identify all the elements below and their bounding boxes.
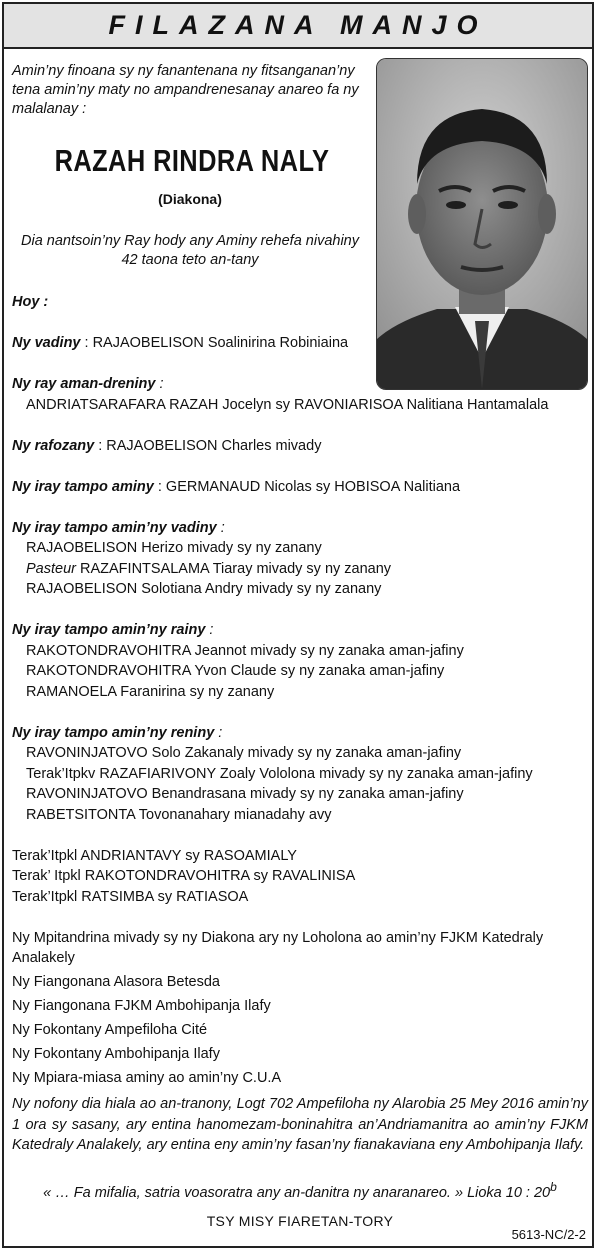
list-item: RAVONINJATOVO Solo Zakanaly mivady sy ny zanaka aman-jafiny	[26, 745, 462, 761]
parents-in-law-line	[12, 436, 588, 457]
siblings-line	[12, 477, 588, 498]
community-line: Ny Fiangonana Alasora Betesda	[12, 974, 220, 990]
banner-title: FILAZANA MANJO	[108, 10, 488, 40]
list-item: RAJAOBELISON Solotiana Andry mivady sy ny zanany	[26, 581, 382, 597]
intro-text: Amin’ny finoana sy ny fanantenana ny fitsanganan’ny tena amin’ny maty no ampandrenesanay anareo fa ny malalanay :	[12, 63, 359, 117]
community-line: Ny Mpitandrina mivady sy ny Diakona ary ny Loholona ao amin’ny FJKM Katedraly Analakely	[12, 929, 544, 966]
reference-code: 5613-NC/2-2	[511, 1227, 586, 1242]
community-line: Ny Fokontany Ambohipanja Ilafy	[12, 1046, 220, 1062]
parents-in-law-text: : RAJAOBELISON Charles mivady	[94, 437, 322, 454]
descendant-line: Terak’Itpkl ANDRIANTAVY sy RASOAMIALY	[12, 847, 297, 864]
death-line: 42 taona teto an-tany	[121, 252, 259, 268]
mother-siblings-label: Ny iray tampo amin’ny reniny	[12, 724, 215, 741]
death-text	[10, 232, 370, 270]
pastor-prefix: Pasteur	[26, 560, 76, 577]
list-item: RAJAOBELISON Herizo mivady sy ny zanany	[26, 540, 322, 556]
siblings-label: Ny iray tampo aminy	[12, 478, 154, 495]
list-item: RAKOTONDRAVOHITRA Jeannot mivady sy ny zanaka aman-jafiny	[26, 642, 464, 659]
community-line: Ny Mpiara-miasa aminy ao amin’ny C.U.A	[12, 1070, 282, 1086]
banner	[2, 2, 594, 49]
parents-in-law-label: Ny rafozany	[12, 437, 95, 454]
father-siblings-label: Ny iray tampo amin’ny rainy	[12, 622, 206, 638]
funeral-details: Ny nofony dia hiala ao an-tranony, Logt 702 Ampefiloha ny Alarobia 25 Mey 2016 amin’ny 1 ora sy sasany, ary entina hanomezam-boninahitra an’Andriamanitra ao amin’ny FJKM Katedraly Analakely, ary entina eny amin’ny fasan’ny fianakaviana eny Ambohipanja Ilafy.	[12, 1096, 588, 1153]
deceased-title: (Diakona)	[158, 191, 222, 207]
spouse-label: Ny vadiny	[12, 335, 81, 351]
spouse-text: : RAJAOBELISON Soalinirina Robiniaina	[80, 335, 349, 351]
list-item: Pasteur RAZAFINTSALAMA Tiaray mivady sy ny zanany	[26, 560, 392, 577]
list-item: Terak’Itpkv RAZAFIARIVONY Zoaly Vololona mivady sy ny zanaka aman-jafiny	[26, 765, 533, 782]
community-line: Ny Fiangonana FJKM Ambohipanja Ilafy	[12, 998, 271, 1014]
list-item: RABETSITONTA Tovonanahary mianadahy avy	[26, 806, 332, 823]
quote-text: « … Fa mifalia, satria voasoratra any an-danitra ny anaranareo. » Lioka 10 : 20	[43, 1184, 551, 1201]
family-list: Hoy : Ny vadiny : RAJAOBELISON Soalinirina Robiniaina Ny ray aman-dreniny : ANDRIATSARAFARA RAZAH Jocelyn sy RAVONIARISOA Nalitiana Hantamalala Ny rafozany : RAJAOBELISON Charles mivady Ny iray tampo aminy : GERMANAUD Nicolas sy HOBISOA Nalitiana Ny iray tampo amin’ny vadiny : RAJAOBELISON Herizo mivady sy ny zanany Pasteur RAZAFINTSALAMA Tiaray mivady sy ny zanany RAJAOBELISON Solotiana Andry mivady sy ny zanany Ny iray tampo amin’ny rainy : RAKOTONDRAVOHITRA Jeannot mivady sy ny zanaka aman-jafiny RAKOTONDRAVOHITRA Yvon Claude sy ny zanaka aman-jafiny RAMANOELA Faranirina sy ny zanany Ny iray tampo amin’ny reniny : RAVONINJATOVO Solo Zakanaly mivady sy ny zanaka aman-jafiny Terak’Itpkv RAZAFIARIVONY Zoaly Vololona mivady sy ny zanaka aman-jafiny RAVONINJATOVO Benandrasana mivady sy ny zanaka aman-jafiny RABETSITONTA Tovonanahary mianadahy avy Terak’Itpkl ANDRIANTAVY sy RASOAMIALY Terak’ Itpkl RAKOTONDRAVOHITRA sy RAVALINISA Terak’Itpkl RATSIMBA sy RATIASOA Ny Mpitandrina mivady sy ny Diakona ary ny Loholona ao amin’ny FJKM Katedraly Analakely Ny Fiangonana Alasora Betesda Ny Fiangonana FJKM Ambohipanja Ilafy Ny Fokontany Ampefiloha Cité Ny Fokontany Ambohipanja Ilafy Ny Mpiara-miasa aminy ao amin’ny C.U.A	[12, 292, 588, 1089]
descendant-line: Terak’ Itpkl RAKOTONDRAVOHITRA sy RAVALINISA	[12, 868, 356, 884]
parents-text: ANDRIATSARAFARA RAZAH Jocelyn sy RAVONIARISOA Nalitiana Hantamalala	[26, 396, 549, 413]
spouse-siblings-label: Ny iray tampo amin’ny vadiny	[12, 519, 217, 536]
spouse-line	[12, 333, 588, 354]
siblings-text: : GERMANAUD Nicolas sy HOBISOA Nalitiana	[153, 478, 461, 495]
descendant-line: Terak’Itpkl RATSIMBA sy RATIASOA	[12, 888, 249, 905]
list-item: RAMANOELA Faranirina sy ny zanany	[26, 683, 275, 700]
deceased-name: RAZAH RINDRA NALY	[54, 143, 330, 178]
quote-sup: b	[550, 1180, 557, 1194]
death-line: Dia nantsoin’ny Ray hody any Aminy rehefa nivahiny	[21, 233, 359, 249]
no-wake-notice: TSY MISY FIARETAN-TORY	[206, 1213, 394, 1229]
parents-label: Ny ray aman-dreniny	[12, 376, 156, 392]
list-item: RAKOTONDRAVOHITRA Yvon Claude sy ny zanaka aman-jafiny	[26, 663, 445, 679]
parents-sep: :	[155, 376, 164, 392]
list-item: RAVONINJATOVO Benandrasana mivady sy ny zanaka aman-jafiny	[26, 786, 464, 802]
bible-quote	[12, 1180, 588, 1201]
hoy-label: Hoy :	[12, 294, 49, 310]
community-line: Ny Fokontany Ampefiloha Cité	[12, 1022, 208, 1038]
